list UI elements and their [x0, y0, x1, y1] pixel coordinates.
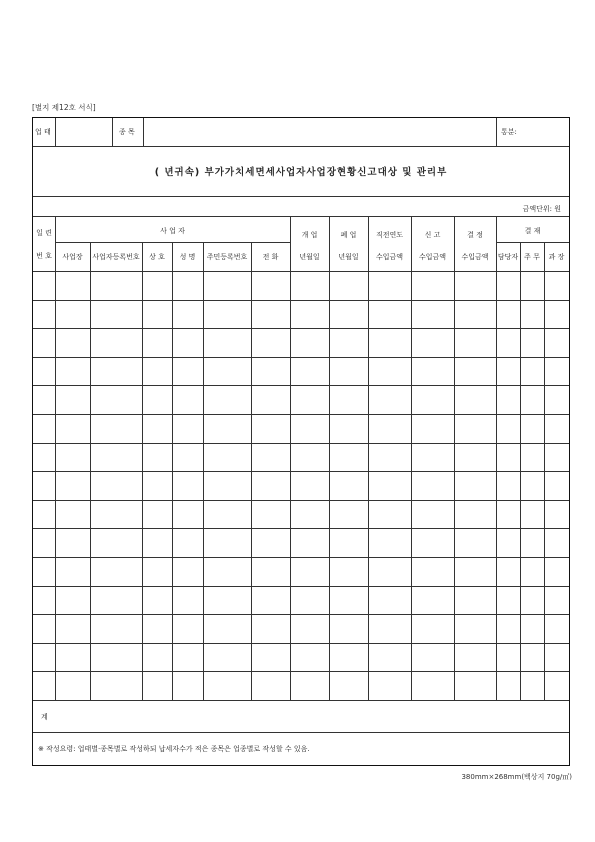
sum-label: 계	[41, 713, 48, 721]
approval-sub-2: 과 장	[548, 253, 565, 261]
row-line	[33, 357, 569, 358]
row-line	[33, 385, 569, 386]
decision-header-bottom: 수입금액	[461, 253, 489, 261]
amount-unit: 금액단위: 원	[522, 205, 561, 213]
business-group-header: 사 업 자	[160, 227, 185, 235]
approval-group-header: 결 재	[524, 227, 541, 235]
column-line	[544, 242, 545, 700]
close-date-header-bottom: 년월일	[338, 253, 359, 261]
entry-header-bottom: 번 호	[36, 252, 52, 260]
column-line	[329, 216, 330, 700]
serial-label: 통분:	[501, 128, 517, 136]
column-line	[411, 216, 412, 700]
report-header-top: 신 고	[424, 231, 441, 239]
close-date-header-top: 폐 업	[340, 231, 357, 239]
paper-spec: 380mm×268mm(백상지 70g/㎡)	[461, 773, 572, 781]
column-line	[454, 216, 455, 700]
column-line	[172, 242, 173, 700]
row-line	[33, 443, 569, 444]
column-line	[142, 242, 143, 700]
row-line	[33, 671, 569, 672]
business-sub-4: 주민등록번호	[206, 253, 248, 261]
row-line	[33, 586, 569, 587]
row-line	[33, 528, 569, 529]
row-line	[33, 300, 569, 301]
open-date-header-top: 개 업	[301, 231, 318, 239]
row-line	[33, 643, 569, 644]
row-line	[33, 614, 569, 615]
entry-header-top: 일 련	[36, 229, 52, 237]
open-date-header-bottom: 년월일	[299, 253, 320, 261]
business-sub-0: 사업장	[62, 253, 83, 261]
approval-sub-0: 담당자	[497, 253, 519, 261]
business-sub-2: 상 호	[149, 253, 165, 261]
decision-header-top: 결 정	[467, 231, 483, 239]
column-line	[520, 242, 521, 700]
column-line	[496, 216, 497, 700]
column-line	[290, 216, 291, 700]
business-sub-3: 성 명	[179, 253, 196, 261]
row-line	[33, 414, 569, 415]
register-form	[32, 117, 570, 766]
column-line	[90, 242, 91, 700]
row-line	[33, 328, 569, 329]
approval-sub-1: 주 무	[524, 253, 540, 261]
item-label: 종 목	[119, 128, 135, 136]
column-line	[368, 216, 369, 700]
form-title: ( 년귀속) 부가가치세면세사업자사업장현황신고대상 및 관리부	[154, 167, 448, 178]
column-line	[203, 242, 204, 700]
business-sub-5: 전 화	[262, 253, 279, 261]
form-number-label: [별지 제12호 서식]	[32, 103, 96, 112]
writing-instructions: ※ 작성요령: 업태별·종목별로 작성하되 납세자수가 적은 종목은 업종별로 작성할 수 있음.	[38, 745, 310, 753]
column-line	[251, 242, 252, 700]
prev-year-header-top: 직전연도	[375, 231, 404, 239]
report-header-bottom: 수입금액	[418, 253, 447, 261]
column-line	[55, 216, 56, 700]
industry-label: 업 태	[35, 128, 51, 136]
row-line	[33, 500, 569, 501]
row-line	[33, 471, 569, 472]
business-sub-1: 사업자등록번호	[92, 253, 140, 261]
row-line	[33, 557, 569, 558]
prev-year-header-bottom: 수입금액	[375, 253, 404, 261]
